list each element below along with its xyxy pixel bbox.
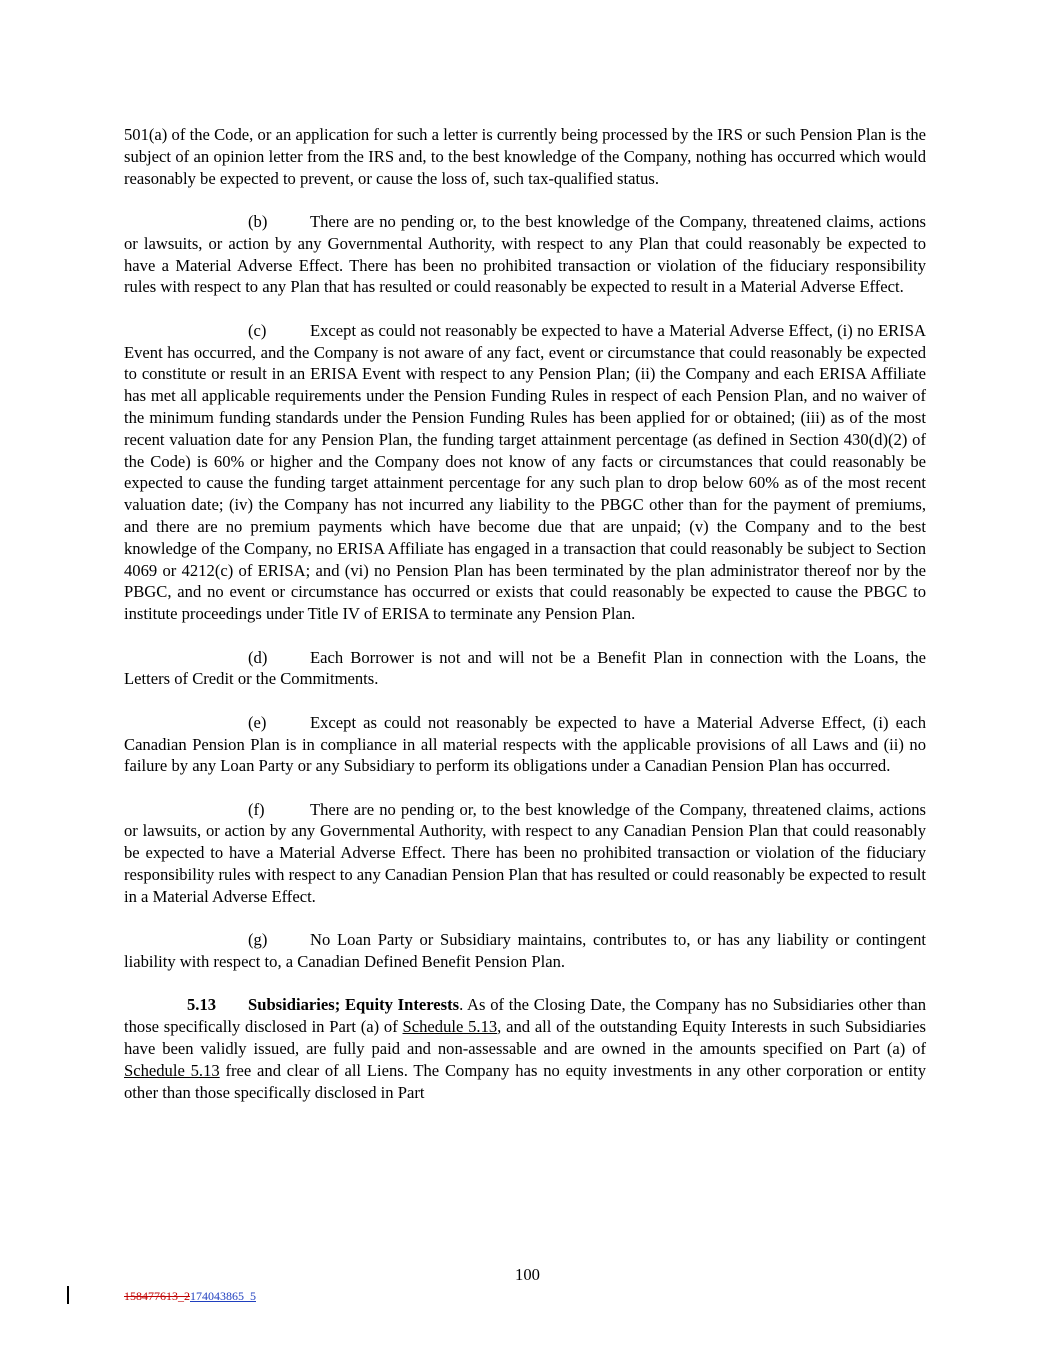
section-title: Subsidiaries; Equity Interests xyxy=(248,995,460,1015)
paragraph-e-text: Except as could not reasonably be expected to have a Material Adverse Effect, (i) each Canadian Pension Plan is in compliance in all material respects with the applicable provisions of all Laws and (ii) no failure by any Loan Party or any Subsidiary to perform its obligations under a Canadian Pension Plan has occurred. xyxy=(124,712,926,776)
page-number: 100 xyxy=(515,1265,540,1284)
paragraph-c xyxy=(124,320,926,625)
paragraph-f-text: There are no pending or, to the best knowledge of the Company, threatened claims, actions or lawsuits, or action by any Governmental Authority, with respect to any Canadian Pension Plan that could reasonably be expected to have a Material Adverse Effect. There has been no prohibited transaction or violation of the fiduciary responsibility rules with respect to any Canadian Pension Plan that has resulted or could reasonably be expected to result in a Material Adverse Effect. xyxy=(124,799,926,906)
paragraph-d-label: (d) xyxy=(248,647,268,667)
section-5-13 xyxy=(124,994,926,1103)
section-number: 5.13 xyxy=(187,995,217,1015)
document-id xyxy=(124,1289,256,1304)
inserted-doc-id: 174043865_5 xyxy=(190,1289,256,1303)
paragraph-d-text: Each Borrower is not and will not be a Benefit Plan in connection with the Loans, the Letters of Credit or the Commitments. xyxy=(124,647,926,689)
paragraph-f-label: (f) xyxy=(248,799,265,819)
paragraph-continuation: 501(a) of the Code, or an application for such a letter is currently being processed by the IRS or such Pension Plan is the subject of an opinion letter from the IRS and, to the best knowledge of the Company, nothing has occurred which would reasonably be expected to prevent, or cause the loss of, such tax-qualified status. xyxy=(124,125,926,188)
document-body xyxy=(124,124,926,1125)
paragraph-g-text: No Loan Party or Subsidiary maintains, contributes to, or has any liability or contingent liability with respect to, a Canadian Defined Benefit Pension Plan. xyxy=(124,930,926,972)
paragraph-g xyxy=(124,929,926,973)
paragraph-c-label: (c) xyxy=(248,320,267,340)
schedule-reference-link[interactable]: Schedule 5.13 xyxy=(402,1017,498,1037)
section-title-punct: . xyxy=(459,995,464,1015)
paragraph-b-label: (b) xyxy=(248,211,268,231)
paragraph-e xyxy=(124,712,926,777)
paragraph-b xyxy=(124,211,926,298)
deleted-doc-id: 158477613_2 xyxy=(124,1289,190,1303)
schedule-reference-link[interactable]: Schedule 5.13 xyxy=(124,1060,220,1080)
paragraph-g-label: (g) xyxy=(248,930,268,950)
paragraph-b-text: There are no pending or, to the best knowledge of the Company, threatened claims, actions or lawsuits, or action by any Governmental Authority, with respect to any Plan that could reasonably be expected to have a Material Adverse Effect. There has been no prohibited transaction or violation of the fiduciary responsibility rules with respect to any Plan that has resulted or could reasonably be expected to result in a Material Adverse Effect. xyxy=(124,211,926,297)
section-text-2: , and all of the outstanding Equity Interests in such Subsidiaries have been validly issued, are fully paid and non-assessable and are owned in the amounts specified on Part (a) of xyxy=(124,1017,926,1059)
section-text-3: free and clear of all Liens. The Company has no equity investments in any other corporation or entity other than those specifically disclosed in Part xyxy=(124,1060,926,1102)
paragraph-e-label: (e) xyxy=(248,712,267,732)
paragraph-d xyxy=(124,647,926,691)
paragraph-c-text: Except as could not reasonably be expected to have a Material Adverse Effect, (i) no ERISA Event has occurred, and the Company is not aware of any fact, event or circumstance that could reasonably be expected to constitute or result in an ERISA Event with respect to any Pension Plan; (ii) the Company and each ERISA Affiliate has met all applicable requirements under the Pension Funding Rules in respect of each Pension Plan, and no waiver of the minimum funding standards under the Pension Funding Rules has been applied for or obtained; (iii) as of the most recent valuation date for any Pension Plan, the funding target attainment percentage (as defined in Section 430(d)(2) of the Code) is 60% or higher and the Company does not know of any facts or circumstances that could reasonably be expected to cause the funding target attainment percentage for any such plan to drop below 60% as of the most recent valuation date; (iv) the Company has not incurred any liability to the PBGC other than for the payment of premiums, and there are no premium payments which have become due that are unpaid; (v) the Company and to the best knowledge of the Company, no ERISA Affiliate has engaged in a transaction that could reasonably be subject to Section 4069 or 4212(c) of ERISA; and (vi) no Pension Plan has been terminated by the plan administrator thereof nor by the PBGC, and no event or circumstance has occurred or exists that could reasonably be expected to cause the PBGC to institute proceedings under Title IV of ERISA to terminate any Pension Plan. xyxy=(124,320,926,624)
paragraph-f xyxy=(124,799,926,908)
revision-change-bar xyxy=(67,1286,69,1304)
section-text-1: As of the Closing Date, the Company has no Subsidiaries other than those specifically disclosed in Part (a) of xyxy=(124,995,926,1037)
